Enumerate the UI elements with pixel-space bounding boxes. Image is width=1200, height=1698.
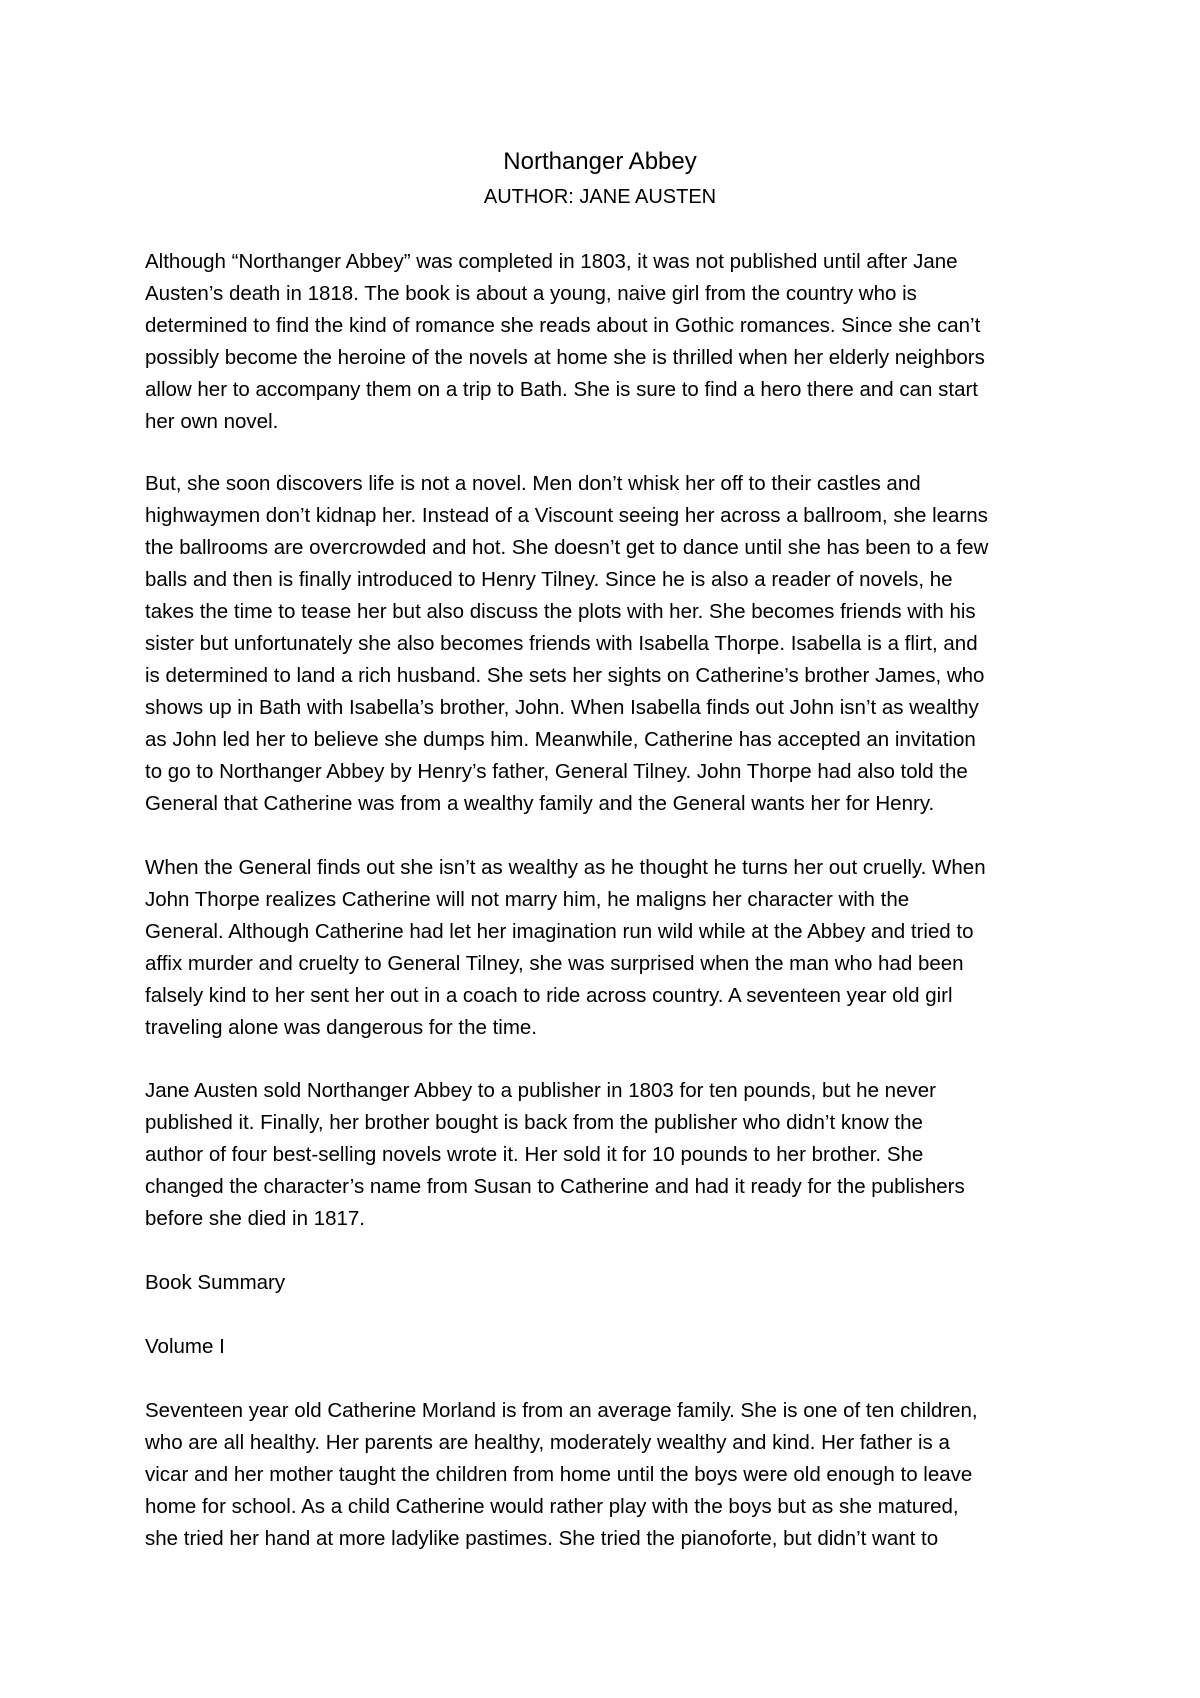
paragraph-line: takes the time to tease her but also discuss the plots with her. She becomes friends with his <box>145 600 976 623</box>
document-author: AUTHOR: JANE AUSTEN <box>483 186 717 208</box>
paragraph-line: is determined to land a rich husband. She sets her sights on Catherine’s brother James, who <box>145 664 985 687</box>
paragraph-line: Although “Northanger Abbey” was completed in 1803, it was not published until after Jane <box>145 250 958 273</box>
paragraph-line: she tried her hand at more ladylike pastimes. She tried the pianoforte, but didn’t want to <box>145 1527 939 1550</box>
paragraph-line: author of four best-selling novels wrote it. Her sold it for 10 pounds to her brother. She <box>145 1143 924 1166</box>
section-heading-volume-i: Volume I <box>145 1335 225 1358</box>
paragraph-line: shows up in Bath with Isabella’s brother, John. When Isabella finds out John isn’t as wealthy <box>145 696 979 719</box>
paragraph-line: Austen’s death in 1818. The book is about a young, naive girl from the country who is <box>145 282 917 305</box>
paragraph-line: When the General finds out she isn’t as wealthy as he thought he turns her out cruelly. When <box>145 856 986 879</box>
paragraph-line: determined to find the kind of romance she reads about in Gothic romances. Since she can’t <box>145 314 981 337</box>
paragraph-line: sister but unfortunately she also becomes friends with Isabella Thorpe. Isabella is a flirt, and <box>145 632 978 655</box>
paragraph-line: General. Although Catherine had let her imagination run wild while at the Abbey and tried to <box>145 920 974 943</box>
paragraph-line: John Thorpe realizes Catherine will not marry him, he maligns her character with the <box>145 888 910 911</box>
paragraph-line: to go to Northanger Abbey by Henry’s father, General Tilney. John Thorpe had also told the <box>145 760 968 783</box>
paragraph-line: Seventeen year old Catherine Morland is from an average family. She is one of ten children, <box>145 1399 978 1422</box>
paragraph-line: before she died in 1817. <box>145 1207 365 1230</box>
paragraph-line: General that Catherine was from a wealthy family and the General wants her for Henry. <box>145 792 935 815</box>
paragraph-line: balls and then is finally introduced to Henry Tilney. Since he is also a reader of novels, he <box>145 568 953 591</box>
paragraph-line: Jane Austen sold Northanger Abbey to a publisher in 1803 for ten pounds, but he never <box>145 1079 936 1102</box>
paragraph-line: published it. Finally, her brother bought is back from the publisher who didn’t know the <box>145 1111 923 1134</box>
paragraph-line: home for school. As a child Catherine would rather play with the boys but as she matured, <box>145 1495 959 1518</box>
paragraph-line: affix murder and cruelty to General Tilney, she was surprised when the man who had been <box>145 952 964 975</box>
paragraph-line: traveling alone was dangerous for the time. <box>145 1016 538 1039</box>
paragraph-line: vicar and her mother taught the children from home until the boys were old enough to leave <box>145 1463 973 1486</box>
paragraph-line: allow her to accompany them on a trip to Bath. She is sure to find a hero there and can start <box>145 378 978 401</box>
document-title: Northanger Abbey <box>503 148 697 175</box>
paragraph-line: the ballrooms are overcrowded and hot. She doesn’t get to dance until she has been to a few <box>145 536 989 559</box>
paragraph-line: her own novel. <box>145 410 279 433</box>
paragraph-line: falsely kind to her sent her out in a coach to ride across country. A seventeen year old girl <box>145 984 953 1007</box>
paragraph-line: as John led her to believe she dumps him. Meanwhile, Catherine has accepted an invitation <box>145 728 976 751</box>
section-heading-book-summary: Book Summary <box>145 1271 286 1294</box>
paragraph-line: possibly become the heroine of the novels at home she is thrilled when her elderly neighbors <box>145 346 985 369</box>
paragraph-line: But, she soon discovers life is not a novel. Men don’t whisk her off to their castles and <box>145 472 921 495</box>
paragraph-line: highwaymen don’t kidnap her. Instead of a Viscount seeing her across a ballroom, she learns <box>145 504 988 527</box>
paragraph-line: who are all healthy. Her parents are healthy, moderately wealthy and kind. Her father is a <box>145 1431 950 1454</box>
paragraph-line: changed the character’s name from Susan to Catherine and had it ready for the publishers <box>145 1175 965 1198</box>
